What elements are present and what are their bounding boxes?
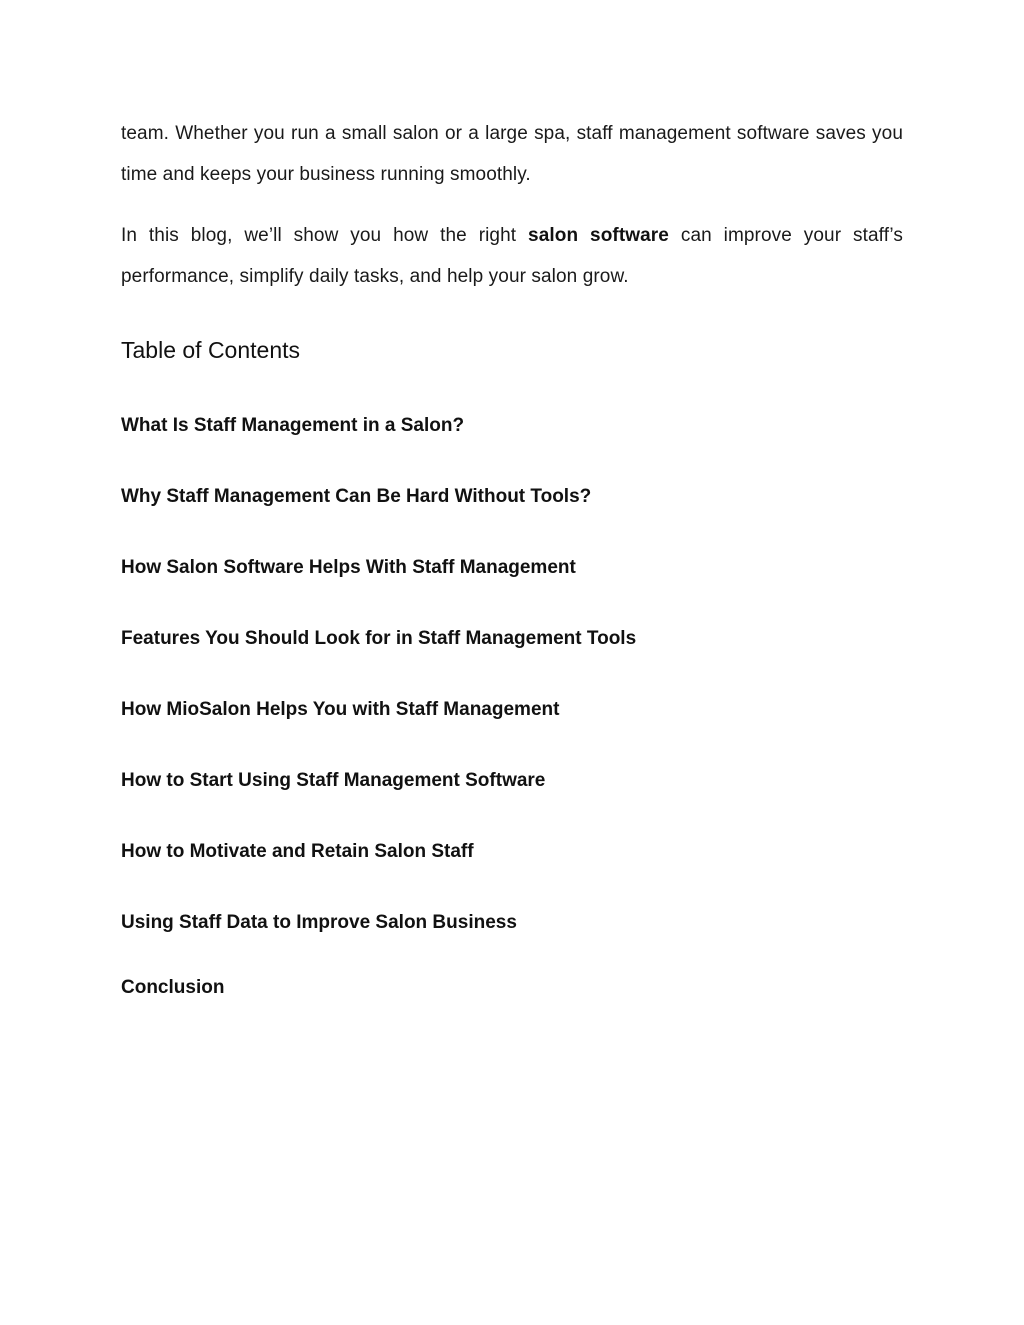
toc-item-staff-management[interactable]: What Is Staff Management in a Salon?	[121, 415, 465, 436]
toc-item-why-hard[interactable]: Why Staff Management Can Be Hard Without Tools?	[121, 486, 592, 507]
toc-item-miosalon[interactable]: How MioSalon Helps You with Staff Management	[121, 699, 560, 720]
toc-heading: Table of Contents	[121, 337, 301, 363]
intro-paragraph-1: team. Whether you run a small salon or a large spa, staff management software saves you time and keeps your business running smoothly.	[121, 123, 903, 185]
toc-item-how-software-helps[interactable]: How Salon Software Helps With Staff Management	[121, 557, 576, 578]
salon-software-emphasis: salon software	[528, 225, 669, 246]
toc-item-features[interactable]: Features You Should Look for in Staff Management Tools	[121, 628, 637, 649]
paragraph-2-text-before: In this blog, we’ll show you how the right	[121, 225, 529, 246]
toc-item-start-using[interactable]: How to Start Using Staff Management Software	[121, 770, 546, 791]
toc-item-staff-data[interactable]: Using Staff Data to Improve Salon Business	[121, 912, 517, 933]
toc-item-conclusion[interactable]: Conclusion	[121, 977, 225, 998]
intro-paragraph-2	[121, 215, 903, 297]
paragraph-2-text-after: can improve your staff’s performance, simplify daily tasks, and help your salon grow.	[121, 225, 904, 287]
intro-section	[121, 113, 903, 297]
toc-item-motivate-retain[interactable]: How to Motivate and Retain Salon Staff	[121, 841, 474, 862]
